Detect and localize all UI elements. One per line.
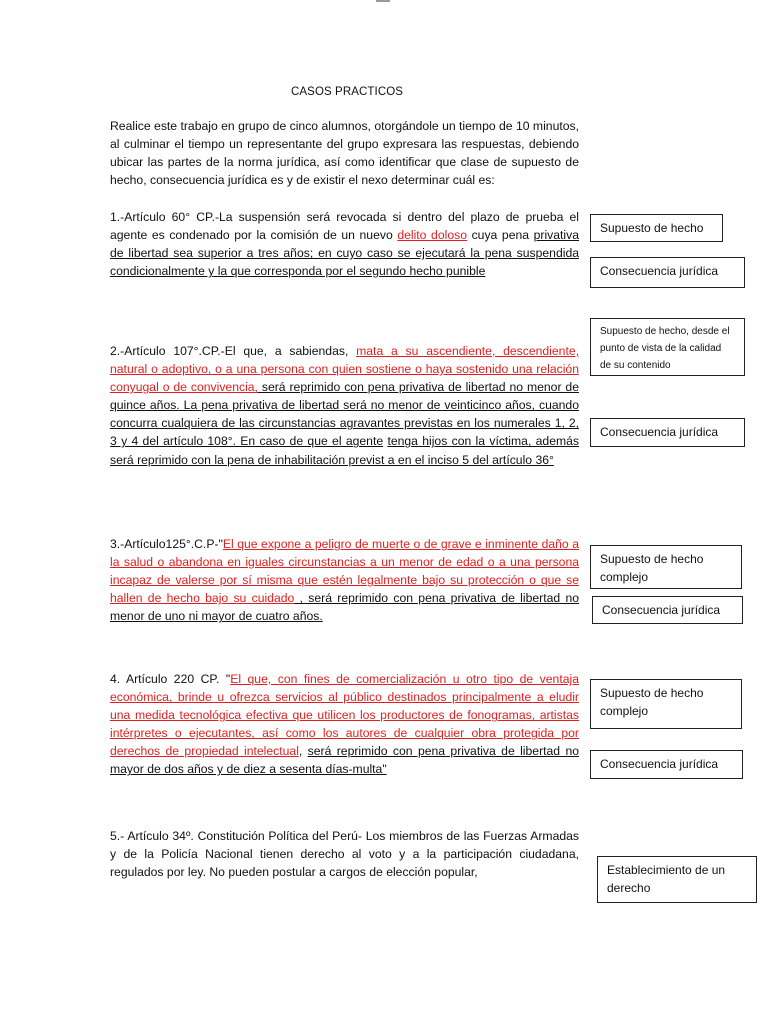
case-4-consequence: será reprimido con pena privativa de libertad no mayor de dos años y de diez a sesenta días-multa" xyxy=(110,744,579,777)
case-3-consequence: , será reprimido con pena privativa de libertad no menor de uno ni mayor de cuatro años. xyxy=(110,591,579,624)
label-box-consecuencia-2: Consecuencia jurídica xyxy=(590,418,745,447)
document-title: CASOS PRACTICOS xyxy=(291,86,404,98)
label-box-derecho-5: Establecimiento de un derecho xyxy=(597,856,757,903)
label-box-consecuencia-4: Consecuencia jurídica xyxy=(590,750,743,779)
case-4-mid: , xyxy=(298,744,308,759)
case-4 xyxy=(110,670,579,779)
case-4-highlight: El que, con fines de comercialización u otro tipo de ventaja económica, brinde u ofrezca servicios al público destinados principalmente a eludir una medida tecnológica efectiva que utilicen los productores de fonogramas, artistas intérpretes o ejecutantes, así como los autores de cualquier obra protegida por derechos de propiedad intelectual xyxy=(110,672,579,759)
case-2-highlight: mata a su ascendiente, descendiente, natural o adoptivo, o a una persona con quien sostiene o haya sostenido una relación conyugal o de convivencia, xyxy=(110,344,579,395)
case-3-highlight: El que expone a peligro de muerte o de grave e inminente daño a la salud o abandona en iguales circunstancias a un menor de edad o a una persona incapaz de valerse por sí misma que estén legalmente bajo su protección o que se hallen de hecho bajo su cuidado xyxy=(110,537,579,606)
case-3 xyxy=(110,535,579,625)
case-2-consequence: será reprimido con pena privativa de libertad no menor de quince años. La pena privativa de libertad será no menor de veinticinco años, cuando concurra cualquiera de las circunstancias agravantes previstas en los numerales 1, 2, 3 y 4 del artículo 108°. En caso de que el agente xyxy=(110,380,579,449)
case-2 xyxy=(110,342,579,469)
case-1-highlight: delito doloso xyxy=(397,228,467,243)
label-box-supuesto-3: Supuesto de hecho complejo xyxy=(590,545,742,589)
label-box-consecuencia-3: Consecuencia jurídica xyxy=(592,596,743,624)
intro-paragraph: Realice este trabajo en grupo de cinco alumnos, otorgándole un tiempo de 10 minutos, al culminar el tiempo un representante del grupo expresara las respuestas, debiendo ubicar las partes de la norma jurídica, así como identificar que clase de supuesto de hecho, consecuencia jurídica es y de existir el nexo determinar cuál es: xyxy=(110,119,579,188)
page-header-mark xyxy=(376,0,390,2)
label-box-supuesto-4: Supuesto de hecho complejo xyxy=(590,679,742,729)
label-box-consecuencia-1: Consecuencia jurídica xyxy=(590,257,745,288)
label-box-supuesto-1: Supuesto de hecho xyxy=(590,214,723,242)
case-1 xyxy=(110,208,579,280)
case-5: 5.- Artículo 34º. Constitución Política del Perú- Los miembros de las Fuerzas Armadas y de la Policía Nacional tienen derecho al voto y a la participación ciudadana, regulados por ley. No pueden postular a cargos de elección popular, xyxy=(110,829,579,880)
case-3-lead: 3.-Artículo125°.C.P-" xyxy=(110,537,223,551)
case-4-lead: 4. Artículo 220 CP. " xyxy=(110,672,231,686)
case-2-consequence-2: tenga hijos con la víctima, además será reprimido con la pena de inhabilitación previst a en el inciso 5 del artículo 36° xyxy=(110,434,579,467)
case-2-lead: 2.-Artículo 107°.CP.-El que, a sabiendas, xyxy=(110,344,357,358)
case-1-lead: 1.-Artículo 60° CP.-La suspensión será revocada si dentro del plazo de prueba el agente es condenado por la comisión de un nuevo xyxy=(110,210,579,243)
label-box-supuesto-2: Supuesto de hecho, desde el punto de vista de la calidad de su contenido xyxy=(590,318,745,376)
case-1-consequence: privativa de libertad sea superior a tres años; en cuyo caso se ejecutará la pena suspendida condicionalmente y la que corresponda por el segundo hecho punible xyxy=(110,228,580,279)
case-1-mid: cuya pena xyxy=(466,228,534,243)
